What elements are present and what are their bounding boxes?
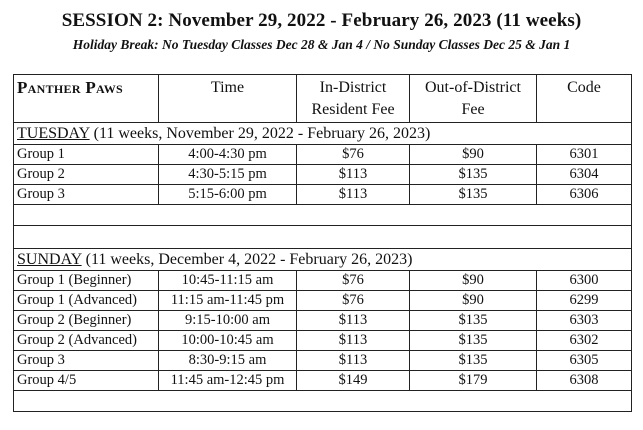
code-cell: 6303 [537,311,632,331]
time-cell: 5:15-6:00 pm [159,185,297,205]
in-district-fee-column-header [297,75,410,123]
in-district-fee-cell: $113 [297,165,410,185]
code-cell: 6306 [537,185,632,205]
table-row [14,271,632,291]
blank-row [14,391,632,412]
table-row [14,145,632,165]
in-district-header-line1: In-District [319,79,387,96]
table-row [14,291,632,311]
in-district-fee-cell: $76 [297,271,410,291]
time-cell: 8:30-9:15 am [159,351,297,371]
in-district-fee-cell: $113 [297,331,410,351]
time-cell: 4:30-5:15 pm [159,165,297,185]
time-cell: 9:15-10:00 am [159,311,297,331]
code-cell: 6299 [537,291,632,311]
in-district-fee-cell: $113 [297,351,410,371]
time-cell: 10:45-11:15 am [159,271,297,291]
table-row [14,185,632,205]
time-cell: 10:00-10:45 am [159,331,297,351]
time-cell: 11:45 am-12:45 pm [159,371,297,391]
table-header-row [14,75,632,123]
out-district-header-line1: Out-of-District [425,79,521,96]
sunday-section-header [14,249,632,271]
out-district-fee-cell: $90 [410,145,537,165]
code-cell: 6305 [537,351,632,371]
session-title: SESSION 2: November 29, 2022 - February 26, 2023 (11 weeks) [61,10,582,31]
group-cell: Group 4/5 [14,371,159,391]
table-row [14,311,632,331]
time-cell: 4:00-4:30 pm [159,145,297,165]
code-cell: 6300 [537,271,632,291]
in-district-fee-cell: $113 [297,311,410,331]
in-district-fee-cell: $149 [297,371,410,391]
out-district-fee-cell: $135 [410,311,537,331]
table-row [14,331,632,351]
code-column-header: Code [537,75,632,123]
group-cell: Group 1 [14,145,159,165]
table-row [14,165,632,185]
out-district-fee-cell: $90 [410,271,537,291]
out-district-fee-cell: $135 [410,351,537,371]
schedule-table [13,74,632,412]
group-cell: Group 3 [14,351,159,371]
in-district-fee-cell: $113 [297,185,410,205]
group-cell: Group 2 (Advanced) [14,331,159,351]
out-district-fee-cell: $135 [410,185,537,205]
out-district-fee-cell: $179 [410,371,537,391]
code-cell: 6308 [537,371,632,391]
code-cell: 6301 [537,145,632,165]
in-district-fee-cell: $76 [297,145,410,165]
blank-row [14,226,632,249]
out-of-district-fee-column-header [410,75,537,123]
group-cell: Group 2 (Beginner) [14,311,159,331]
time-column-header: Time [159,75,297,123]
group-cell: Group 2 [14,165,159,185]
tuesday-day-label: TUESDAY [17,125,90,142]
group-cell: Group 1 (Beginner) [14,271,159,291]
time-cell: 11:15 am-11:45 pm [159,291,297,311]
tuesday-date-range: (11 weeks, November 29, 2022 - February 26, 2023) [89,125,431,142]
group-cell: Group 1 (Advanced) [14,291,159,311]
table-row [14,351,632,371]
sunday-date-range: (11 weeks, December 4, 2022 - February 26, 2023) [81,251,413,268]
table-row [14,371,632,391]
blank-row [14,205,632,226]
sunday-day-label: SUNDAY [17,251,82,268]
out-district-header-line2: Fee [461,101,485,118]
tuesday-section-header [14,123,632,145]
out-district-fee-cell: $135 [410,165,537,185]
in-district-fee-cell: $76 [297,291,410,311]
in-district-header-line2: Resident Fee [311,101,395,118]
code-cell: 6304 [537,165,632,185]
code-cell: 6302 [537,331,632,351]
program-column-header: Panther Paws [14,75,159,123]
out-district-fee-cell: $135 [410,331,537,351]
group-cell: Group 3 [14,185,159,205]
out-district-fee-cell: $90 [410,291,537,311]
holiday-break-note: Holiday Break: No Tuesday Classes Dec 28 & Jan 4 / No Sunday Classes Dec 25 & Jan 1 [72,37,571,52]
